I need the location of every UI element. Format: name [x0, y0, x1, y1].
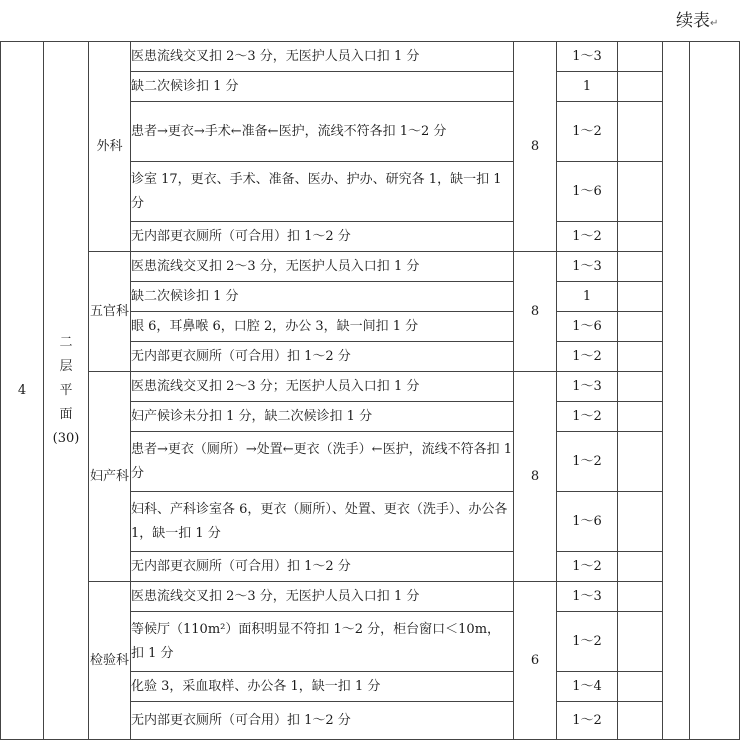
blank-cell: [618, 282, 663, 312]
continued-caption: [676, 6, 718, 31]
criteria-text: 妇科、产科诊室各 6，更衣（厕所）、处置、更衣（洗手）、办公各 1，缺一扣 1 分: [131, 492, 514, 552]
criteria-text: 缺二次候诊扣 1 分: [131, 282, 514, 312]
criteria-text: 化验 3，采血取样、办公各 1，缺一扣 1 分: [131, 672, 514, 702]
criteria-text: 医患流线交叉扣 2～3 分；无医护人员入口扣 1 分: [131, 372, 514, 402]
deduction-range: 1～2: [557, 702, 618, 740]
table-row: [1, 42, 740, 72]
department-score: 8: [514, 252, 557, 372]
department-name: 妇产科: [89, 372, 131, 582]
criteria-text: 医患流线交叉扣 2～3 分，无医护人员入口扣 1 分: [131, 42, 514, 72]
department-score: 8: [514, 42, 557, 252]
section-name-char: 层: [59, 358, 73, 374]
blank-cell: [618, 672, 663, 702]
blank-cell: [618, 312, 663, 342]
deduction-range: 1～6: [557, 492, 618, 552]
criteria-text: 无内部更衣厕所（可合用）扣 1～2 分: [131, 702, 514, 740]
deduction-range: 1～3: [557, 372, 618, 402]
deduction-range: 1～2: [557, 402, 618, 432]
deduction-range: 1～3: [557, 42, 618, 72]
criteria-text: 妇产候诊未分扣 1 分，缺二次候诊扣 1 分: [131, 402, 514, 432]
caption-text: 续表: [676, 11, 710, 31]
deduction-range: 1～6: [557, 162, 618, 222]
criteria-text: 无内部更衣厕所（可合用）扣 1～2 分: [131, 222, 514, 252]
paragraph-mark: ↵: [710, 18, 719, 29]
blank-cell: [618, 252, 663, 282]
blank-cell: [618, 162, 663, 222]
deduction-range: 1～2: [557, 102, 618, 162]
blank-cell: [618, 72, 663, 102]
section-name-char: 平: [59, 382, 73, 398]
table-row: [1, 252, 740, 282]
section-points: (30): [52, 430, 80, 446]
criteria-text: 缺二次候诊扣 1 分: [131, 72, 514, 102]
criteria-text: 医患流线交叉扣 2～3 分，无医护人员入口扣 1 分: [131, 252, 514, 282]
blank-cell: [618, 222, 663, 252]
deduction-range: 1～4: [557, 672, 618, 702]
blank-cell: [618, 432, 663, 492]
blank-cell: [618, 582, 663, 612]
department-name: 检验科: [89, 582, 131, 740]
blank-column: [663, 42, 690, 740]
deduction-range: 1～2: [557, 342, 618, 372]
deduction-range: 1～2: [557, 222, 618, 252]
blank-cell: [618, 402, 663, 432]
department-name: 五官科: [89, 252, 131, 372]
blank-cell: [618, 492, 663, 552]
deduction-range: 1～2: [557, 432, 618, 492]
criteria-text: 眼 6，耳鼻喉 6，口腔 2，办公 3，缺一间扣 1 分: [131, 312, 514, 342]
department-name: 外科: [89, 42, 131, 252]
blank-cell: [618, 612, 663, 672]
section-number: 4: [1, 42, 44, 740]
criteria-text: 无内部更衣厕所（可合用）扣 1～2 分: [131, 552, 514, 582]
criteria-text: 等候厅（110m²）面积明显不符扣 1～2 分，柜台窗口＜10m，扣 1 分: [131, 612, 514, 672]
criteria-text: 无内部更衣厕所（可合用）扣 1～2 分: [131, 342, 514, 372]
deduction-range: 1: [557, 282, 618, 312]
department-score: 8: [514, 372, 557, 582]
deduction-range: 1: [557, 72, 618, 102]
blank-column: [690, 42, 740, 740]
deduction-range: 1～2: [557, 612, 618, 672]
deduction-range: 1～6: [557, 312, 618, 342]
section-name-char: 二: [59, 334, 73, 350]
blank-cell: [618, 702, 663, 740]
blank-cell: [618, 342, 663, 372]
deduction-range: 1～3: [557, 252, 618, 282]
criteria-text: 诊室 17，更衣、手术、准备、医办、护办、研究各 1，缺一扣 1 分: [131, 162, 514, 222]
section-name-char: 面: [59, 406, 73, 422]
criteria-text: 医患流线交叉扣 2～3 分，无医护人员入口扣 1 分: [131, 582, 514, 612]
criteria-text: 患者→更衣（厕所）→处置←更衣（洗手）←医护，流线不符各扣 1 分: [131, 432, 514, 492]
criteria-text: 患者→更衣→手术←准备←医护，流线不符各扣 1～2 分: [131, 102, 514, 162]
blank-cell: [618, 102, 663, 162]
table-row: [1, 372, 740, 402]
deduction-range: 1～3: [557, 582, 618, 612]
section-name: [44, 42, 89, 740]
blank-cell: [618, 372, 663, 402]
blank-cell: [618, 42, 663, 72]
deduction-range: 1～2: [557, 552, 618, 582]
table-row: [1, 582, 740, 612]
scoring-table: [0, 41, 740, 740]
department-score: 6: [514, 582, 557, 740]
blank-cell: [618, 552, 663, 582]
